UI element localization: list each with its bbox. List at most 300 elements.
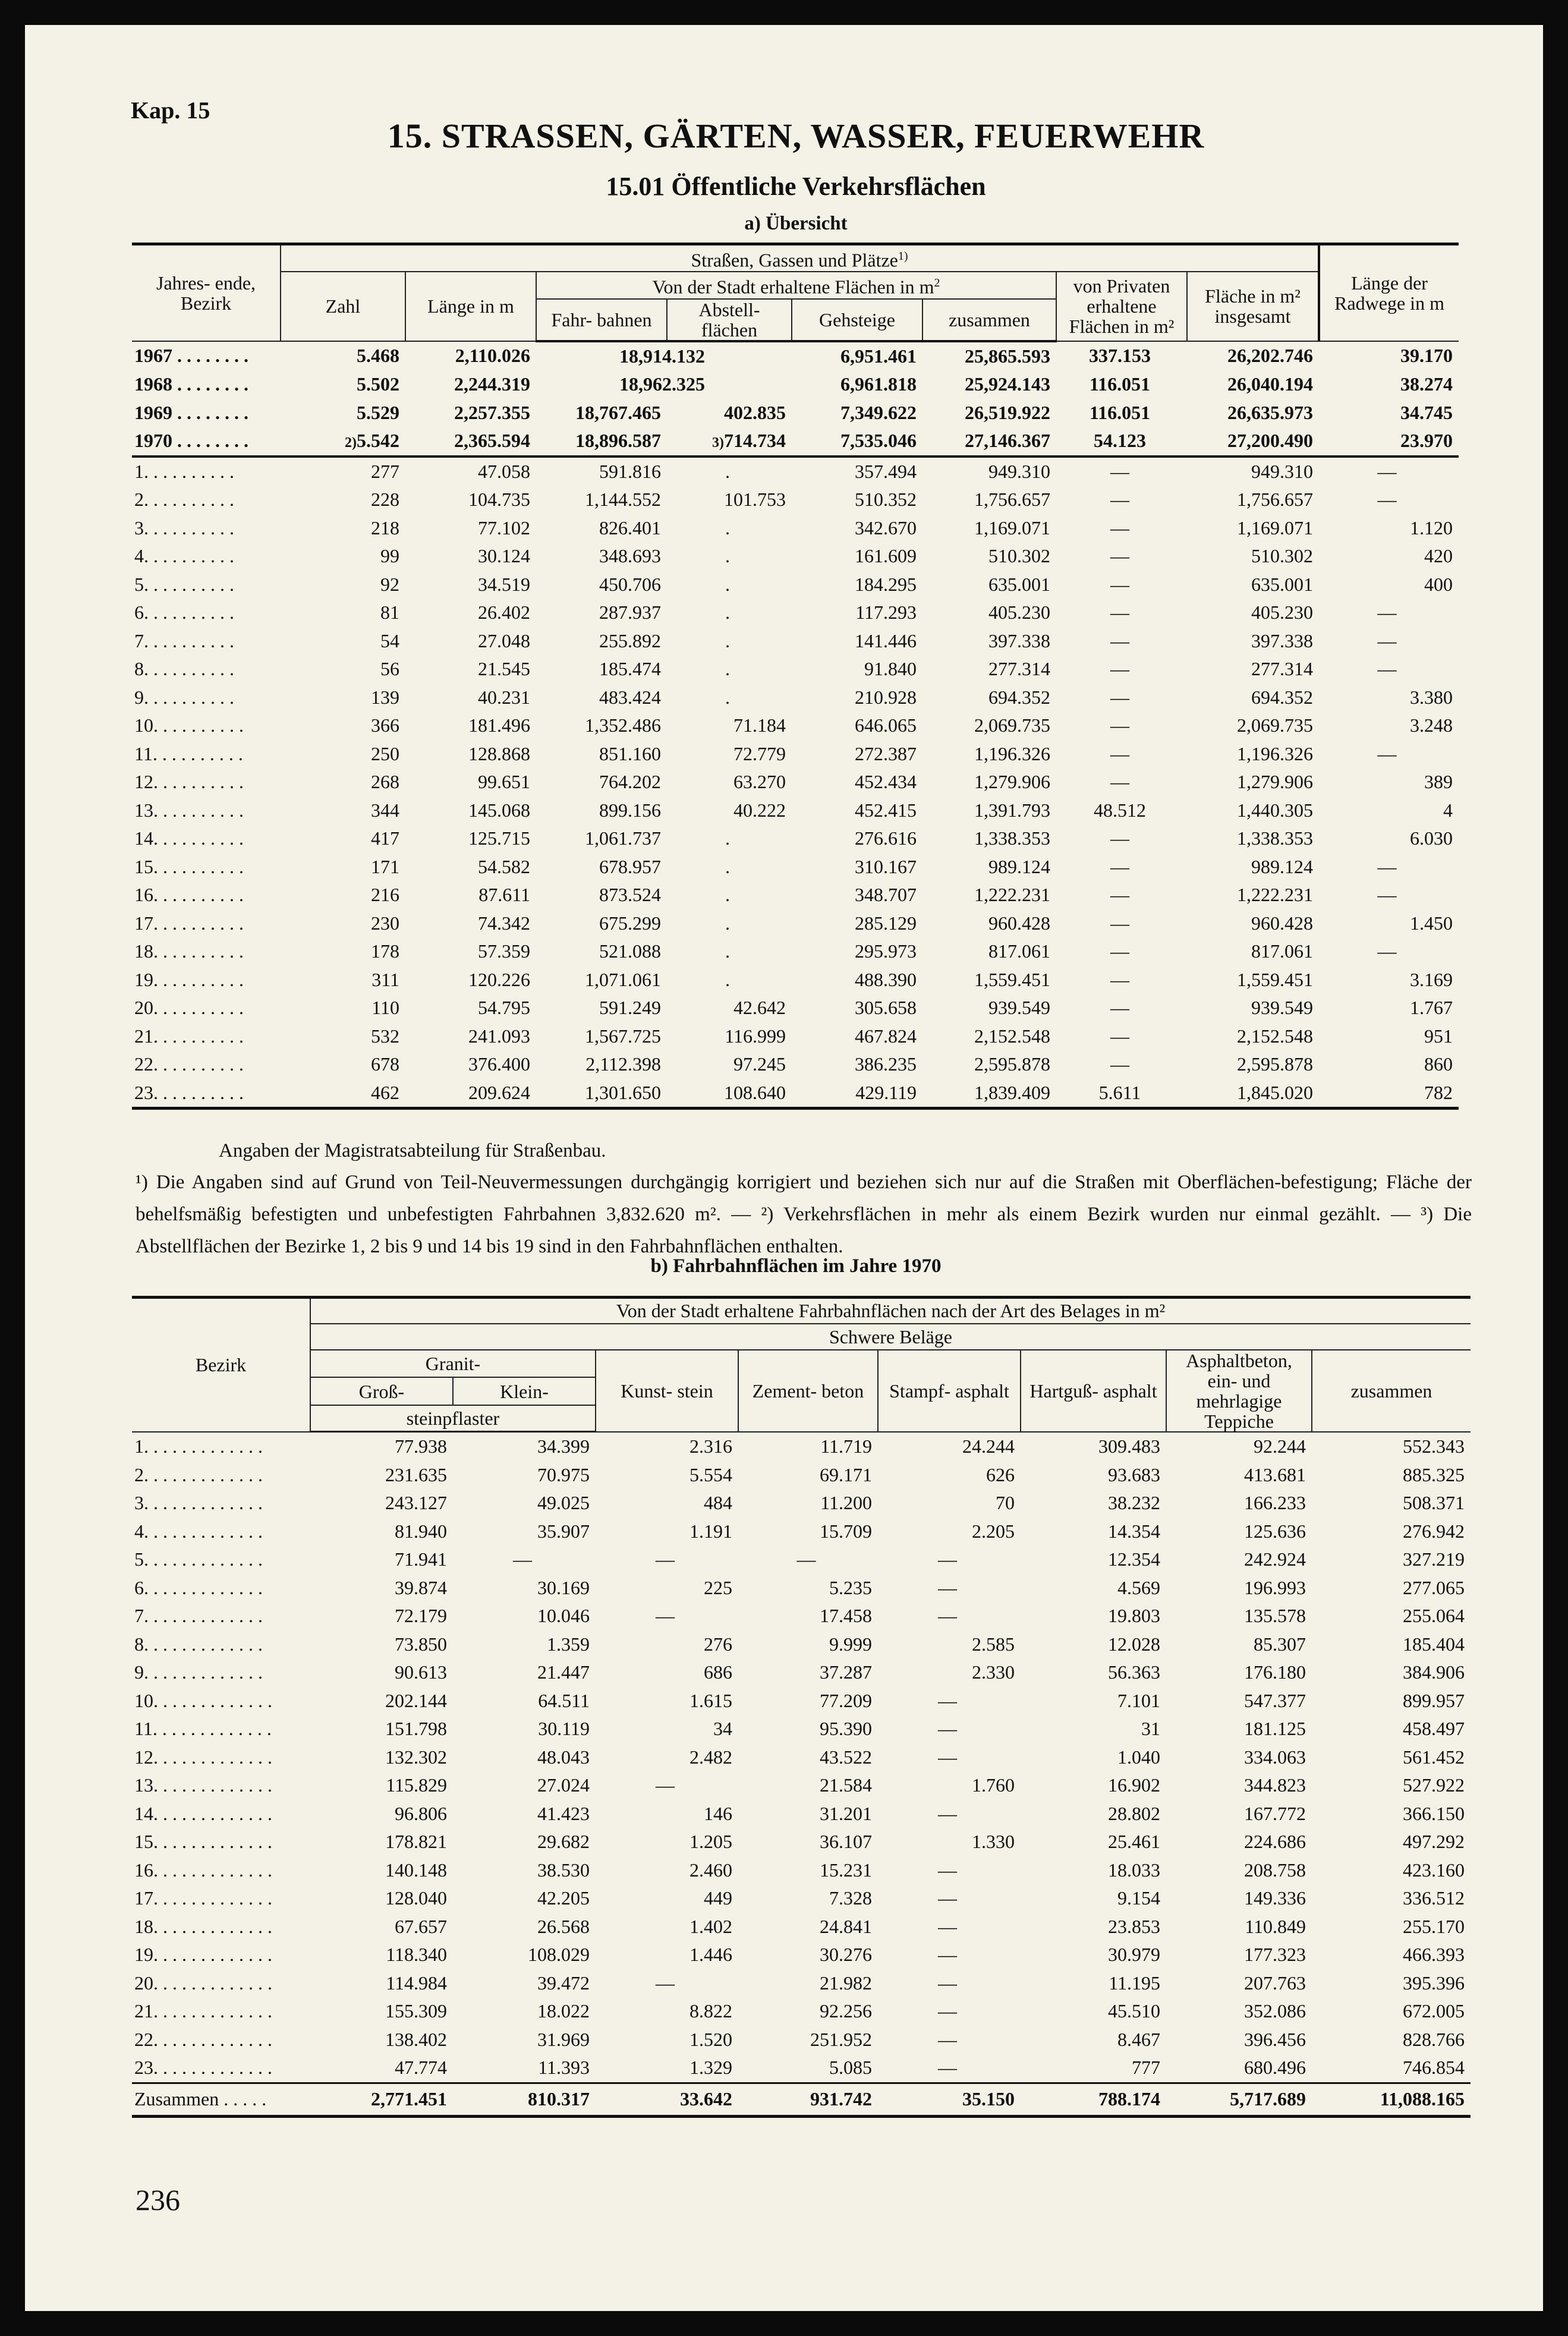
cell-sidewalks: 7,349.622 [840, 401, 917, 423]
cell-large-cobble: 77.938 [395, 1435, 447, 1457]
row-label: 1. . . . . . . . . . [132, 457, 281, 486]
row-label: 9. . . . . . . . . . . . . [134, 1661, 263, 1683]
cell-total: 694.352 [988, 686, 1050, 708]
cell-sidewalks: 342.670 [855, 517, 917, 539]
cell-asphalt-concrete: 196.993 [1244, 1576, 1306, 1598]
cell-asphalt-concrete: 396.456 [1244, 2028, 1306, 2050]
cell-total: 2,595.878 [974, 1053, 1050, 1075]
cell-large-cobble: 128.040 [385, 1887, 447, 1909]
cell-bike: — [1377, 658, 1397, 680]
cell-sidewalks: 488.390 [855, 968, 917, 990]
cell-private: — [1110, 742, 1129, 764]
cell-stamped: 35.150 [878, 2083, 1021, 2116]
cell-small-cobble: 21.447 [537, 1661, 590, 1683]
cell-length: 104.735 [468, 489, 530, 511]
cell-cement: 9.999 [829, 1633, 872, 1655]
cell-cement: 24.841 [820, 1915, 872, 1937]
header-artificial-stone: Kunst- stein [596, 1350, 738, 1432]
cell-sidewalks: 272.387 [855, 742, 917, 764]
cell-parking: 116.999 [725, 1025, 786, 1047]
cell-private: — [1110, 884, 1129, 906]
row-label: 13. . . . . . . . . . . . . [134, 1774, 272, 1796]
cell-small-cobble: 10.046 [537, 1605, 590, 1627]
cell-total: 939.549 [988, 997, 1050, 1019]
cell-cement: 11.719 [820, 1435, 872, 1457]
table-row [132, 1461, 1471, 1490]
cell-asphalt-concrete: 547.377 [1244, 1689, 1306, 1711]
cell-bike: 389 [1424, 771, 1453, 793]
table-row [132, 341, 1459, 371]
row-label: 22. . . . . . . . . . . . . [134, 2028, 272, 2050]
cell-artificial: 1.402 [689, 1915, 732, 1937]
cell-area: 1,440.305 [1237, 799, 1314, 821]
cell-area: 1,279.906 [1237, 771, 1314, 793]
cell-total: 423.160 [1403, 1859, 1465, 1881]
cell-cement: 5.235 [829, 1576, 872, 1598]
cell-total: 384.906 [1403, 1661, 1465, 1683]
cell-cast: 30.979 [1108, 1944, 1160, 1966]
source-note: Angaben der Magistratsabteilung für Straßenbau. [219, 1140, 606, 1161]
cell-total: 1,839.409 [974, 1081, 1050, 1103]
header-large-cobble: Groß- [310, 1377, 453, 1405]
cell-roadway: 678.957 [599, 855, 661, 877]
row-label: 3. . . . . . . . . . . . . [134, 1492, 263, 1514]
cell-total: 25,865.593 [965, 345, 1050, 367]
cell-count: 171 [371, 855, 399, 877]
cell-length: 54.582 [478, 855, 530, 877]
cell-asphalt-concrete: 92.244 [1254, 1435, 1306, 1457]
cell-count: 218 [371, 517, 399, 539]
cell-small-cobble: 108.029 [528, 1944, 590, 1966]
cell-private: 54.123 [1094, 430, 1146, 452]
cell-count: 216 [371, 884, 399, 906]
cell-roadway: 1,301.650 [585, 1081, 661, 1103]
section-title: 15.01 Öffentliche Verkehrsflächen [606, 172, 986, 201]
cell-roadway: 18,896.587 [575, 430, 661, 452]
cell-length: 40.231 [478, 686, 530, 708]
cell-stamped: — [938, 1859, 957, 1881]
cell-roadway: 675.299 [599, 912, 661, 934]
row-label: 1. . . . . . . . . . . . . [134, 1435, 263, 1457]
table-row [132, 966, 1459, 994]
row-label: 1968 . . . . . . . . [134, 373, 248, 395]
cell-private: — [1110, 940, 1129, 962]
cell-small-cobble: 42.205 [537, 1887, 590, 1909]
table-row [132, 1658, 1471, 1687]
cell-artificial: 1.446 [689, 1944, 732, 1966]
table-row [132, 1489, 1471, 1518]
cell-large-cobble: 2,771.451 [310, 2083, 453, 2116]
cell-roadway: 18,767.465 [575, 401, 661, 423]
header-cobble: steinpflaster [310, 1405, 596, 1432]
header-parking: Abstell- flächen [667, 299, 792, 341]
cell-count: 99 [380, 545, 399, 567]
cell-artificial: 2.316 [689, 1435, 732, 1457]
cell-total: 26,519.922 [965, 401, 1050, 423]
row-label: 11. . . . . . . . . . [134, 742, 243, 764]
cell-private: — [1110, 827, 1129, 849]
cell-private: — [1110, 1025, 1129, 1047]
row-label: 21. . . . . . . . . . [134, 1025, 244, 1047]
cell-roadway: 348.693 [599, 545, 661, 567]
cell-bike: 951 [1424, 1025, 1453, 1047]
table-row [132, 768, 1459, 796]
cell-stamped: — [938, 1802, 957, 1824]
cell-area: 694.352 [1251, 686, 1314, 708]
cell-total: 817.061 [988, 940, 1050, 962]
row-label: 19. . . . . . . . . . . . . [134, 1944, 272, 1966]
table-row [132, 627, 1459, 656]
cell-total: 255.170 [1403, 1915, 1465, 1937]
cell-roadway: 591.249 [599, 997, 661, 1019]
cell-count: 5.468 [357, 345, 399, 367]
cell-large-cobble: 114.984 [386, 1972, 447, 1994]
table-row [132, 994, 1459, 1022]
cell-artificial: 146 [704, 1802, 732, 1824]
cell-roadway: 185.474 [599, 658, 661, 680]
cell-length: 27.048 [478, 629, 530, 651]
cell-area: 1,196.326 [1237, 742, 1314, 764]
cell-small-cobble: 49.025 [537, 1492, 590, 1514]
cell-stamped: 2.330 [972, 1661, 1015, 1683]
cell-asphalt-concrete: 125.636 [1244, 1520, 1306, 1542]
cell-count: 417 [371, 827, 399, 849]
cell-artificial: 1.205 [689, 1831, 732, 1853]
cell-artificial: 34 [713, 1718, 732, 1740]
cell-count: 56 [380, 658, 399, 680]
cell-small-cobble: 18.022 [537, 2000, 590, 2022]
cell-area: 949.310 [1187, 457, 1319, 486]
cell-area: 1,756.657 [1237, 489, 1314, 511]
table-row [132, 1574, 1471, 1603]
cell-total: 1,169.071 [974, 517, 1050, 539]
row-label: 7. . . . . . . . . . . . . [134, 1605, 263, 1627]
table-row [132, 796, 1459, 825]
cell-artificial: — [656, 1774, 675, 1796]
cell-parking: 72.779 [733, 742, 786, 764]
cell-count: 228 [371, 489, 399, 511]
cell-asphalt-concrete: 242.924 [1244, 1548, 1306, 1570]
cell-area: 2,595.878 [1237, 1053, 1314, 1075]
cell-length: 74.342 [478, 912, 530, 934]
cell-total: 510.302 [988, 545, 1050, 567]
cell-large-cobble: 151.798 [385, 1718, 447, 1740]
cell-large-cobble: 132.302 [385, 1746, 447, 1768]
cell-stamped: — [938, 1689, 957, 1711]
cell-cast: 309.483 [1098, 1435, 1160, 1457]
cell-sidewalks: 141.446 [855, 629, 917, 651]
table-row [132, 599, 1459, 627]
cell-bike: 1.120 [1410, 517, 1453, 539]
page-number: 236 [136, 2183, 180, 2217]
cell-artificial: 1.520 [689, 2028, 732, 2050]
table-row [132, 853, 1459, 881]
row-label: 20. . . . . . . . . . [134, 997, 244, 1019]
footnotes: ¹) Die Angaben sind auf Grund von Teil-Neuvermessungen durchgängig korrigiert und beziehen sich nur auf die Straßen mit Oberflächen-befestigung; Fläche der behelfsmäßig befestigten und unbefestigten Fahrbahnen 3,832.620 m². — ²) Verkehrsflächen in mehr als einem Bezirk wurden nur einmal gezählt. — ³) Die Abstellflächen der Bezirke 1, 2 bis 9 und 14 bis 19 sind in den Fahrbahnflächen enthalten. [136, 1172, 1472, 1257]
row-label: 5. . . . . . . . . . [134, 573, 234, 595]
cell-stamped: — [938, 1915, 957, 1937]
row-label: Zusammen . . . . . [132, 2083, 310, 2116]
row-label: 20. . . . . . . . . . . . . [134, 1972, 272, 1994]
cell-artificial: 225 [704, 1576, 732, 1598]
cell-large-cobble: 39.874 [395, 1576, 447, 1598]
table-a-title: a) Übersicht [744, 213, 848, 234]
cell-small-cobble: 39.472 [537, 1972, 590, 1994]
cell-large-cobble: 243.127 [385, 1492, 447, 1514]
cell-total: 466.393 [1403, 1944, 1465, 1966]
cell-area: 405.230 [1251, 602, 1314, 624]
cell-cast: 777 [1132, 2057, 1160, 2079]
cell-sidewalks: 305.658 [855, 997, 917, 1019]
cell-roadway: 1,061.737 [585, 827, 661, 849]
cell-asphalt-concrete: 5,717.689 [1166, 2083, 1312, 2116]
cell-stamped: — [938, 1887, 957, 1909]
header-city-areas: Von der Stadt erhaltene Flächen in $m^2$ [536, 272, 1056, 299]
cell-small-cobble: 64.511 [538, 1689, 590, 1711]
cell-cast: 18.033 [1108, 1859, 1160, 1881]
cell-count: 250 [371, 742, 399, 764]
cell-stamped: — [938, 1746, 957, 1768]
cell-cement: 43.522 [820, 1746, 872, 1768]
cell-length: 57.359 [478, 940, 530, 962]
cell-sidewalks: 467.824 [855, 1025, 917, 1047]
cell-artificial: — [656, 1972, 675, 1994]
cell-total: 960.428 [988, 912, 1050, 934]
cell-roadway: 2,112.398 [585, 1053, 661, 1075]
cell-roadway: 899.156 [599, 799, 661, 821]
cell-roadway: 764.202 [599, 771, 661, 793]
cell-total: 497.292 [1403, 1831, 1465, 1853]
cell-bike: 3.169 [1410, 968, 1453, 990]
cell-cast: 12.028 [1108, 1633, 1160, 1655]
header-surface-group: Von der Stadt erhaltene Fahrbahnflächen nach der Art des Belages in m² [310, 1298, 1471, 1324]
cell-count: 678 [371, 1053, 399, 1075]
table-row [132, 1432, 1471, 1461]
cell-stamped: 24.244 [962, 1435, 1015, 1457]
cell-bike: 400 [1424, 573, 1453, 595]
cell-roadway-parking: 18,962.325 [619, 373, 705, 395]
cell-private: — [1110, 997, 1129, 1019]
cell-parking: . [725, 855, 730, 877]
cell-bike: 420 [1424, 545, 1453, 567]
total-row [132, 2083, 1471, 2116]
table-row [132, 486, 1459, 514]
header-heavy-surfaces: Schwere Beläge [310, 1324, 1471, 1350]
cell-cast: 25.461 [1108, 1831, 1160, 1853]
table-row [132, 1941, 1471, 1969]
cell-private: — [1110, 573, 1129, 595]
cell-roadway: 873.524 [599, 884, 661, 906]
cell-asphalt-concrete: 135.578 [1244, 1605, 1306, 1627]
row-label: 3. . . . . . . . . . [134, 517, 234, 539]
header-area-total: Fläche in m² insgesamt [1187, 272, 1319, 341]
cell-asphalt-concrete: 208.758 [1244, 1859, 1306, 1881]
cell-small-cobble: 29.682 [537, 1831, 590, 1853]
cell-length: 376.400 [468, 1053, 530, 1075]
row-label: 15. . . . . . . . . . . . . [134, 1831, 272, 1853]
cell-parking: . [725, 912, 730, 934]
cell-roadway: 255.892 [599, 629, 661, 651]
cell-parking: . [667, 457, 792, 486]
table-row [132, 457, 1459, 486]
cell-count: 268 [371, 771, 399, 793]
cell-bike: — [1319, 457, 1459, 486]
cell-sidewalks: 452.434 [855, 771, 917, 793]
header-length: Länge in m [405, 272, 536, 341]
cell-small-cobble: 48.043 [537, 1746, 590, 1768]
cell-sidewalks: 357.494 [792, 457, 922, 486]
cell-small-cobble: 26.568 [537, 1915, 590, 1937]
cell-sidewalks: 348.707 [855, 884, 917, 906]
header-total-b: zusammen [1312, 1350, 1471, 1432]
row-label: 4. . . . . . . . . . [134, 545, 234, 567]
cell-cast: 23.853 [1108, 1915, 1160, 1937]
cell-sidewalks: 429.119 [855, 1081, 917, 1103]
cell-small-cobble: 1.359 [547, 1633, 590, 1655]
cell-bike: — [1377, 884, 1397, 906]
cell-artificial: 1.191 [689, 1520, 732, 1542]
cell-total: 276.942 [1403, 1520, 1465, 1542]
header-granite: Granit- [310, 1350, 596, 1378]
cell-small-cobble: 35.907 [537, 1520, 590, 1542]
table-row [132, 542, 1459, 571]
cell-count: 81 [380, 602, 399, 624]
cell-total: 277.065 [1403, 1576, 1465, 1598]
cell-cast: 93.683 [1108, 1463, 1160, 1485]
chapter-label: Kap. 15 [131, 97, 210, 124]
cell-roadway: 1,071.061 [585, 968, 661, 990]
cell-parking: 42.642 [733, 997, 786, 1019]
cell-private: 116.051 [1089, 373, 1151, 395]
cell-asphalt-concrete: 680.496 [1244, 2057, 1306, 2079]
cell-cast: 9.154 [1117, 1887, 1160, 1909]
cell-asphalt-concrete: 166.233 [1244, 1492, 1306, 1514]
cell-bike: — [1377, 855, 1397, 877]
cell-total: 1,756.657 [974, 489, 1050, 511]
cell-sidewalks: 276.616 [855, 827, 917, 849]
cell-sidewalks: 510.352 [855, 489, 917, 511]
cell-length: 30.124 [478, 545, 530, 567]
cell-length: 2,365.594 [454, 430, 530, 452]
cell-cement: 37.287 [820, 1661, 872, 1683]
cell-total: 885.325 [1403, 1463, 1465, 1485]
table-row [132, 711, 1459, 740]
cell-large-cobble: 138.402 [385, 2028, 447, 2050]
cell-stamped: — [938, 1576, 957, 1598]
table-row [132, 1518, 1471, 1546]
cell-bike: 23.970 [1400, 430, 1453, 452]
cell-large-cobble: 155.309 [385, 2000, 447, 2022]
cell-area: 635.001 [1251, 573, 1314, 595]
cell-total: 508.371 [1403, 1492, 1465, 1514]
table-row [132, 2054, 1471, 2083]
cell-private: 337.153 [1089, 345, 1151, 367]
cell-sidewalks: 6,961.818 [840, 373, 917, 395]
cell-parking: 108.640 [724, 1081, 786, 1103]
cell-total: 949.310 [922, 457, 1056, 486]
cell-sidewalks: 6,951.461 [840, 345, 917, 367]
cell-small-cobble: 810.317 [453, 2083, 596, 2116]
cell-total: 552.343 [1403, 1435, 1465, 1457]
cell-large-cobble: 71.941 [395, 1548, 447, 1570]
cell-artificial: — [656, 1548, 675, 1570]
table-row [132, 1884, 1471, 1913]
cell-total: 989.124 [988, 855, 1050, 877]
cell-area: 1,559.451 [1237, 968, 1314, 990]
cell-total: 327.219 [1403, 1548, 1465, 1570]
cell-total: 1,559.451 [974, 968, 1050, 990]
cell-length: 145.068 [468, 799, 530, 821]
cell-large-cobble: 90.613 [395, 1661, 447, 1683]
cell-small-cobble: — [513, 1548, 532, 1570]
cell-total: 828.766 [1403, 2028, 1465, 2050]
cell-stamped: — [938, 2057, 957, 2079]
cell-roadway: 591.816 [536, 457, 667, 486]
cell-count: 139 [371, 686, 399, 708]
cell-cast: 28.802 [1108, 1802, 1160, 1824]
cell-bike: 1.450 [1410, 912, 1453, 934]
cell-small-cobble: 34.399 [537, 1435, 590, 1457]
cell-small-cobble: 31.969 [537, 2028, 590, 2050]
cell-small-cobble: 27.024 [537, 1774, 590, 1796]
table-row [132, 1602, 1471, 1630]
table-row [132, 684, 1459, 712]
cell-artificial: 276 [704, 1633, 732, 1655]
cell-cement: 251.952 [810, 2028, 872, 2050]
cell-count: 462 [371, 1081, 399, 1103]
cell-asphalt-concrete: 181.125 [1244, 1718, 1306, 1740]
cell-length: 77.102 [478, 517, 530, 539]
cell-small-cobble: 30.169 [537, 1576, 590, 1598]
header-streets-group: Straßen, Gassen und Plätze$^{1)}$ [281, 244, 1319, 272]
cell-cast: 19.803 [1108, 1605, 1160, 1627]
row-label: 14. . . . . . . . . . . . . [134, 1802, 272, 1824]
cell-parking: . [725, 517, 730, 539]
cell-cast: 4.569 [1117, 1576, 1160, 1598]
row-label: 1969 . . . . . . . . [134, 401, 248, 423]
cell-large-cobble: 231.635 [385, 1463, 447, 1485]
row-label: 1967 . . . . . . . . [134, 345, 248, 367]
cell-stamped: — [938, 1944, 957, 1966]
table-row [132, 909, 1459, 938]
table-row [132, 1743, 1471, 1772]
cell-parking: . [725, 884, 730, 906]
cell-small-cobble: 41.423 [537, 1802, 590, 1824]
table-row [132, 1630, 1471, 1659]
cell-area: 397.338 [1251, 629, 1314, 651]
cell-count: 2)5.542 [345, 430, 399, 452]
cell-artificial: 686 [704, 1661, 732, 1683]
cell-asphalt-concrete: 207.763 [1244, 1972, 1306, 1994]
cell-area: 1,845.020 [1237, 1081, 1314, 1103]
row-label: 23. . . . . . . . . . . . . [134, 2057, 272, 2079]
cell-total: 458.497 [1403, 1718, 1465, 1740]
cell-artificial: 449 [704, 1887, 732, 1909]
cell-large-cobble: 47.774 [395, 2057, 447, 2079]
cell-sidewalks: 161.609 [855, 545, 917, 567]
cell-parking: 3)714.734 [712, 430, 786, 452]
cell-parking: 402.835 [724, 401, 786, 423]
header-cement-concrete: Zement- beton [738, 1350, 878, 1432]
table-row [132, 427, 1459, 457]
cell-length: 181.496 [468, 714, 530, 736]
cell-stamped: — [938, 1972, 957, 1994]
table-row [132, 1771, 1471, 1800]
cell-bike: — [1377, 940, 1397, 962]
table-row [132, 881, 1459, 909]
row-label: 6. . . . . . . . . . . . . [134, 1576, 263, 1598]
cell-private: — [1110, 714, 1129, 736]
